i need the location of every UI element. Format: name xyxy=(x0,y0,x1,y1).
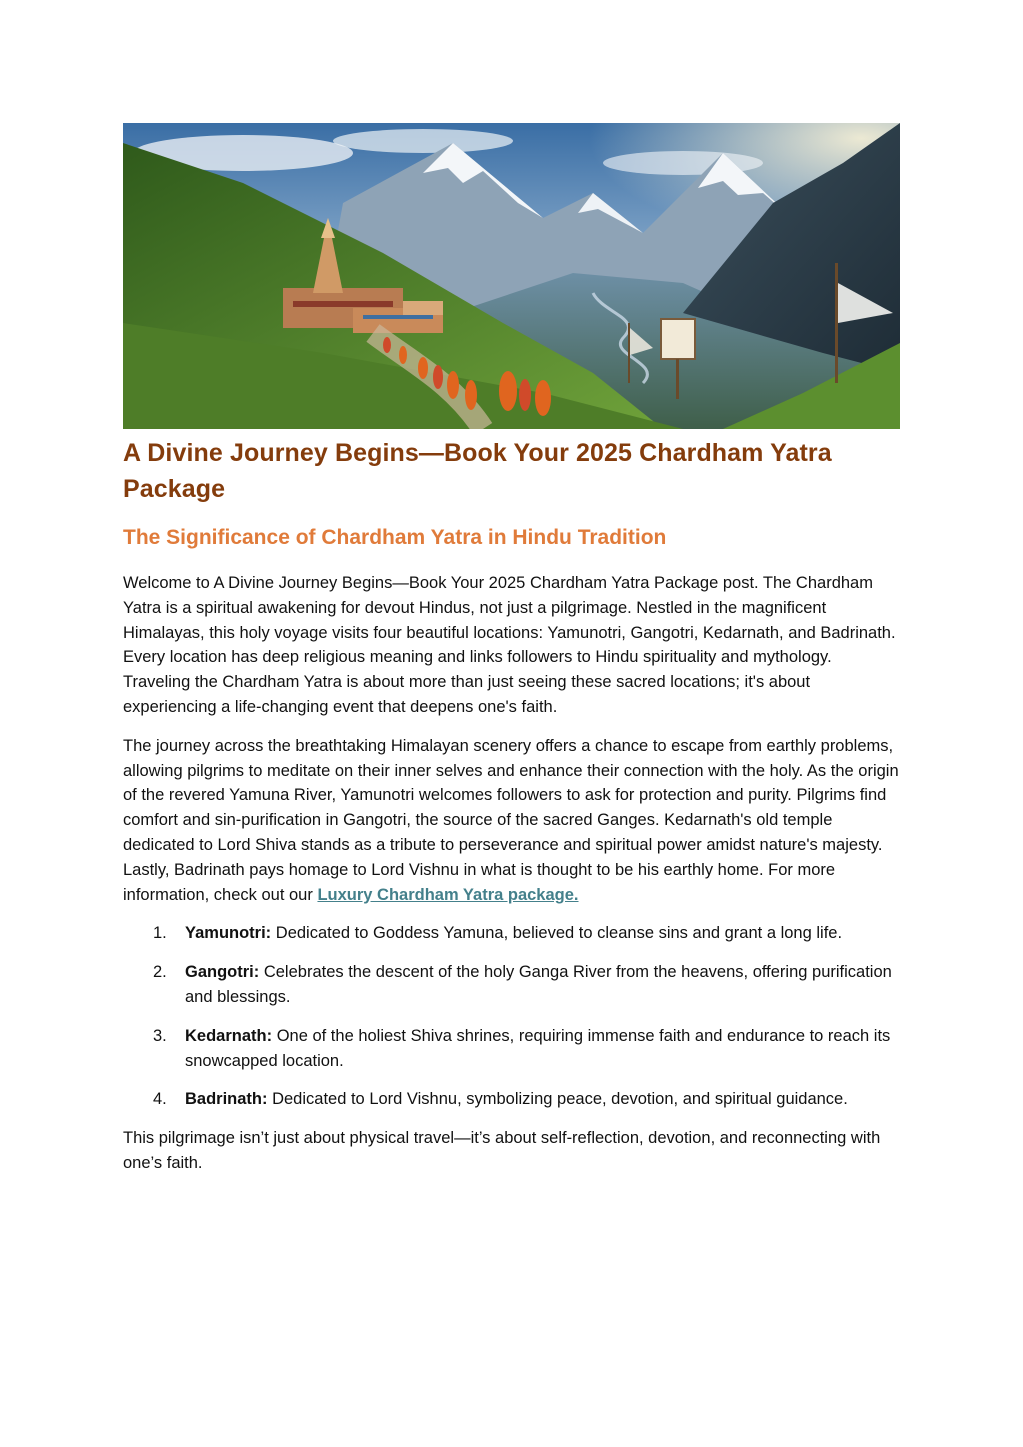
list-item-name: Yamunotri: xyxy=(185,924,272,943)
list-item-text: Celebrates the descent of the holy Ganga River from the heavens, offering purification and blessings. xyxy=(185,963,892,1006)
list-item-number: 4. xyxy=(153,1090,167,1109)
intro-paragraph: Welcome to A Divine Journey Begins—Book Your 2025 Chardham Yatra Package post. The Chardham Yatra is a spiritual awakening for devout Hindus, not just a pilgrimage. Nestled in the magnificent Himalayas, this holy voyage visits four beautiful locations: Yamunotri, Gangotri, Kedarnath, and Badrinath. Every location has deep religious meaning and links followers to Hindu spirituality and mythology. Traveling the Chardham Yatra is about more than just seeing these sacred locations; it's about experiencing a life-changing event that deepens one's faith. xyxy=(123,574,896,716)
page-title: A Divine Journey Begins—Book Your 2025 Chardham Yatra Package xyxy=(123,439,832,503)
document-page xyxy=(123,123,900,1176)
list-item xyxy=(123,921,900,946)
journey-paragraph xyxy=(123,734,900,908)
list-item xyxy=(123,1087,900,1112)
list-item-number: 2. xyxy=(153,963,167,982)
list-item-text: One of the holiest Shiva shrines, requiring immense faith and endurance to reach its snowcapped location. xyxy=(185,1026,891,1070)
hero-image xyxy=(123,123,900,429)
list-item-name: Kedarnath: xyxy=(185,1026,273,1045)
luxury-package-link[interactable]: Luxury Chardham Yatra package. xyxy=(317,885,579,904)
himalayan-temple-pilgrimage-image xyxy=(123,123,900,429)
sites-list xyxy=(123,921,900,1112)
section-heading: The Significance of Chardham Yatra in Hindu Tradition xyxy=(123,526,667,549)
list-item xyxy=(123,1024,900,1074)
list-item xyxy=(123,960,900,1010)
list-item-text: Dedicated to Goddess Yamuna, believed to cleanse sins and grant a long life. xyxy=(275,924,843,943)
list-item-name: Badrinath: xyxy=(185,1090,268,1109)
list-item-text: Dedicated to Lord Vishnu, symbolizing peace, devotion, and spiritual guidance. xyxy=(272,1090,848,1109)
list-item-number: 3. xyxy=(153,1026,167,1045)
journey-paragraph-text: The journey across the breathtaking Himalayan scenery offers a chance to escape from earthly problems, allowing pilgrims to meditate on their inner selves and enhance their connection with the holy. As the origin of the revered Yamuna River, Yamunotri welcomes followers to ask for protection and purity. Pilgrims find comfort and sin-purification in Gangotri, the source of the sacred Ganges. Kedarnath's old temple dedicated to Lord Shiva stands as a tribute to perseverance and spiritual power amidst nature's majesty. Lastly, Badrinath pays homage to Lord Vishnu in what is thought to be his earthly home. For more information, check out our xyxy=(123,736,899,904)
list-item-name: Gangotri: xyxy=(185,963,260,982)
closing-paragraph: This pilgrimage isn’t just about physical travel—it’s about self-reflection, devotion, and reconnecting with one’s faith. xyxy=(123,1129,881,1172)
list-item-number: 1. xyxy=(153,924,167,943)
